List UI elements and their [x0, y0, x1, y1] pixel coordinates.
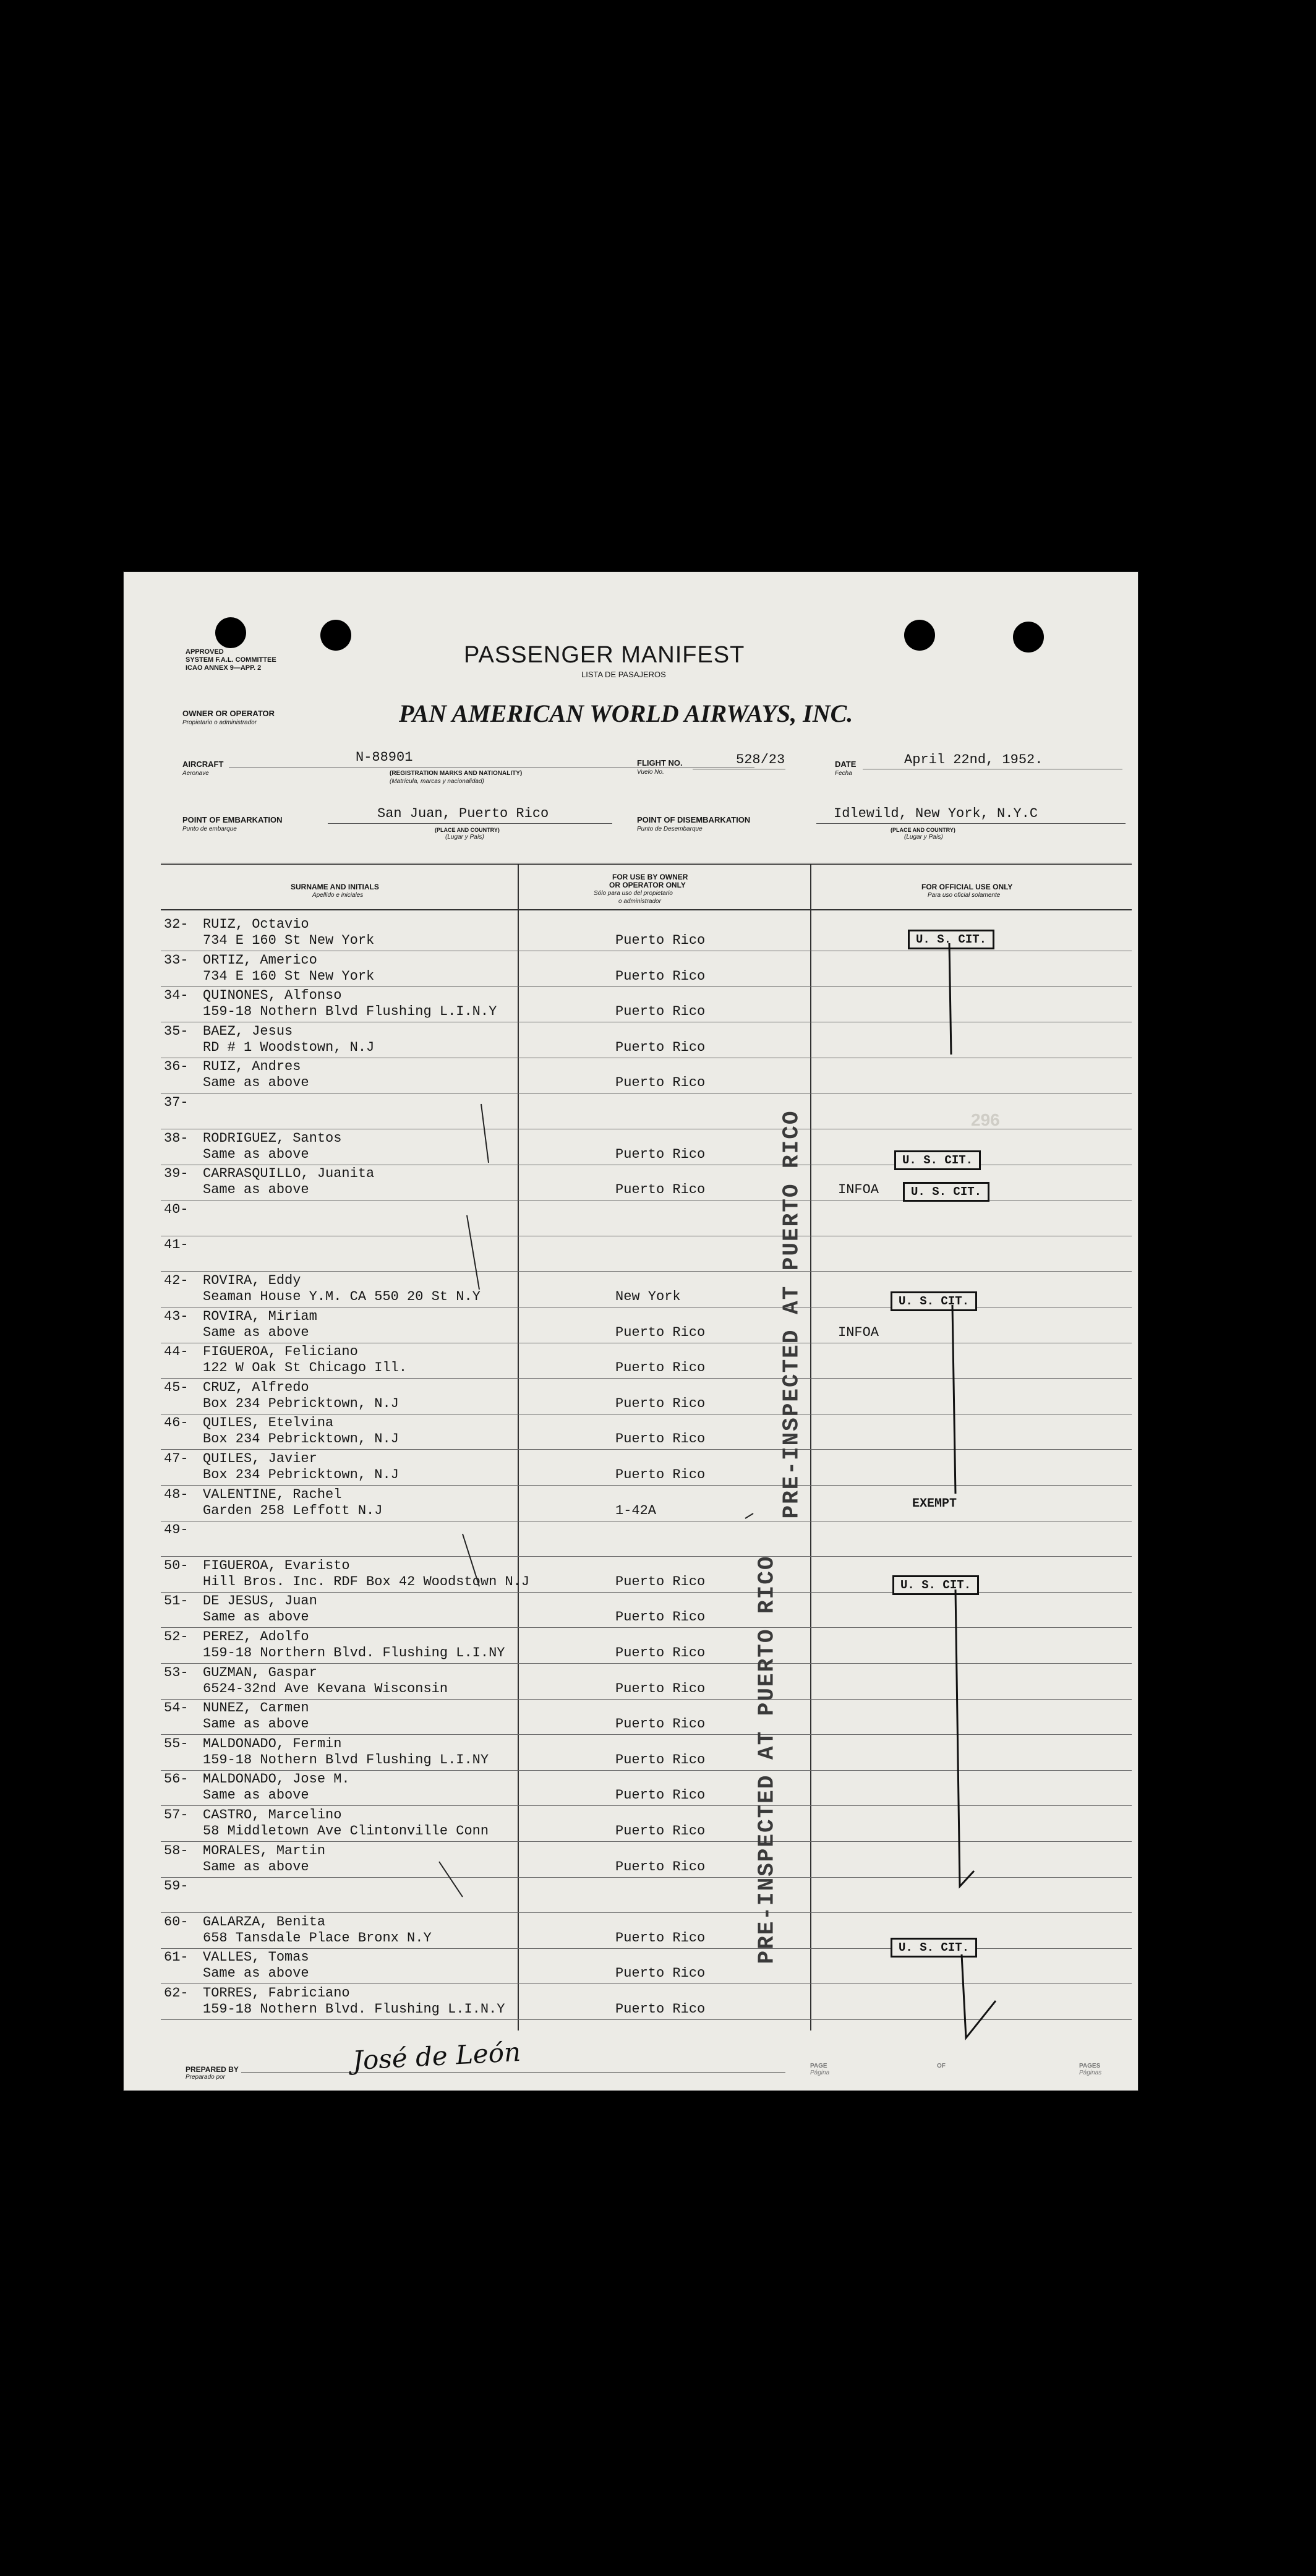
passenger-name: RODRIGUEZ, Santos: [203, 1131, 342, 1146]
row-number: 40-: [164, 1202, 189, 1217]
passenger-address: Box 234 Pebricktown, N.J: [203, 1431, 399, 1447]
disembark-label: POINT OF DISEMBARKATION: [637, 815, 751, 824]
faint-stamp-number: 296: [971, 1110, 1000, 1129]
pages-label-es: Páginas: [1079, 2069, 1102, 2076]
residence: Puerto Rico: [615, 1645, 706, 1661]
embark-label: POINT OF EMBARKATION: [182, 815, 283, 824]
residence: Puerto Rico: [615, 1823, 706, 1839]
residence: Puerto Rico: [615, 1752, 706, 1768]
passenger-name: MORALES, Martin: [203, 1843, 326, 1859]
passenger-name: BAEZ, Jesus: [203, 1024, 293, 1039]
passenger-name: QUILES, Javier: [203, 1451, 317, 1466]
aircraft-sub-es: (Matrícula, marcas y nacionalidad): [390, 778, 484, 785]
row-number: 60-: [164, 1914, 189, 1930]
row-number: 58-: [164, 1843, 189, 1859]
page-title-es: LISTA DE PASAJEROS: [581, 670, 666, 679]
row-number: 33-: [164, 952, 189, 968]
residence: Puerto Rico: [615, 1182, 706, 1197]
passenger-address: Same as above: [203, 1325, 309, 1340]
passenger-address: Garden 258 Leffott N.J: [203, 1503, 383, 1518]
owner-label-es: Propietario o administrador: [182, 719, 257, 726]
passenger-name: MALDONADO, Jose M.: [203, 1771, 350, 1787]
preinspected-stamp: PRE-INSPECTED AT PUERTO RICO: [754, 1555, 780, 1964]
passenger-name: CARRASQUILLO, Juanita: [203, 1166, 375, 1181]
row-number: 48-: [164, 1487, 189, 1502]
us-cit-stamp: U. S. CIT.: [892, 1575, 979, 1595]
residence: Puerto Rico: [615, 1930, 706, 1946]
passenger-address: Same as above: [203, 1787, 309, 1803]
exempt-stamp: EXEMPT: [912, 1497, 957, 1511]
row-number: 46-: [164, 1415, 189, 1431]
embark-place-sub: (PLACE AND COUNTRY): [435, 827, 500, 833]
us-cit-stamp: U. S. CIT.: [903, 1182, 989, 1202]
us-cit-stamp: U. S. CIT.: [894, 1150, 981, 1170]
passenger-address: 159-18 Nothern Blvd Flushing L.I.N.Y: [203, 1004, 497, 1019]
residence: Puerto Rico: [615, 1004, 706, 1019]
residence: Puerto Rico: [615, 1787, 706, 1803]
passenger-address: 159-18 Nothern Blvd Flushing L.I.NY: [203, 1752, 489, 1768]
row-number: 52-: [164, 1629, 189, 1645]
passenger-address: Box 234 Pebricktown, N.J: [203, 1467, 399, 1483]
passenger-name: VALLES, Tomas: [203, 1949, 309, 1965]
row-number: 56-: [164, 1771, 189, 1787]
passenger-name: DE JESUS, Juan: [203, 1593, 317, 1609]
residence: Puerto Rico: [615, 1075, 706, 1090]
passenger-address: Same as above: [203, 1182, 309, 1197]
embark-label-es: Punto de embarque: [182, 826, 237, 832]
residence: Puerto Rico: [615, 1716, 706, 1732]
passenger-address: Hill Bros. Inc. RDF Box 42 Woodstown N.J: [203, 1574, 530, 1590]
passenger-address: 159-18 Northern Blvd. Flushing L.I.NY: [203, 1645, 505, 1661]
col-header-official-use: FOR OFFICIAL USE ONLY: [921, 883, 1013, 891]
row-number: 36-: [164, 1059, 189, 1074]
aircraft-label-es: Aeronave: [182, 770, 209, 777]
residence: Puerto Rico: [615, 1966, 706, 1981]
disembark-place-sub: (PLACE AND COUNTRY): [891, 827, 955, 833]
flight-label: FLIGHT NO.: [637, 758, 683, 768]
residence: New York: [615, 1289, 681, 1304]
passenger-address: 6524-32nd Ave Kevana Wisconsin: [203, 1681, 448, 1697]
passenger-name: QUINONES, Alfonso: [203, 988, 342, 1003]
passenger-name: NUNEZ, Carmen: [203, 1700, 309, 1716]
passenger-name: MALDONADO, Fermin: [203, 1736, 342, 1752]
passenger-name: VALENTINE, Rachel: [203, 1487, 342, 1502]
of-label: OF: [937, 2063, 946, 2069]
passenger-name: CRUZ, Alfredo: [203, 1380, 309, 1395]
col-header-official-use-es: Para uso oficial solamente: [928, 892, 1001, 899]
us-cit-stamp: U. S. CIT.: [891, 1938, 977, 1958]
passenger-name: PEREZ, Adolfo: [203, 1629, 309, 1645]
pages-label: PAGES: [1079, 2063, 1101, 2069]
prepared-label: PREPARED BY: [186, 2065, 239, 2074]
passenger-name: GALARZA, Benita: [203, 1914, 326, 1930]
passenger-name: ROVIRA, Eddy: [203, 1273, 301, 1288]
disembark-label-es: Punto de Desembarque: [637, 826, 703, 832]
aircraft-sub: (REGISTRATION MARKS AND NATIONALITY): [390, 770, 523, 777]
residence: Puerto Rico: [615, 1681, 706, 1697]
passenger-address: 734 E 160 St New York: [203, 969, 375, 984]
col-header-owner-use: FOR USE BY OWNER: [612, 873, 688, 881]
page-title: PASSENGER MANIFEST: [464, 642, 745, 668]
approved-line: APPROVED: [186, 648, 224, 656]
residence: Puerto Rico: [615, 1360, 706, 1376]
owner-label: OWNER OR OPERATOR: [182, 709, 275, 718]
page-label-es: Página: [810, 2069, 830, 2076]
passenger-address: 159-18 Nothern Blvd. Flushing L.I.N.Y: [203, 2001, 505, 2017]
residence: Puerto Rico: [615, 1609, 706, 1625]
passenger-address: 58 Middletown Ave Clintonville Conn: [203, 1823, 489, 1839]
row-number: 42-: [164, 1273, 189, 1288]
row-number: 44-: [164, 1344, 189, 1359]
row-number: 37-: [164, 1095, 189, 1110]
passenger-address: Same as above: [203, 1147, 309, 1162]
row-number: 32-: [164, 917, 189, 932]
row-number: 57-: [164, 1807, 189, 1823]
col-header-owner-use-es: o administrador: [618, 898, 661, 905]
row-number: 49-: [164, 1522, 189, 1538]
row-number: 51-: [164, 1593, 189, 1609]
passenger-name: RUIZ, Andres: [203, 1059, 301, 1074]
residence: Puerto Rico: [615, 1040, 706, 1055]
us-cit-stamp: U. S. CIT.: [891, 1291, 977, 1311]
preinspected-stamp: PRE-INSPECTED AT PUERTO RICO: [779, 1110, 805, 1519]
approved-line: SYSTEM F.A.L. COMMITTEE: [186, 656, 276, 664]
official-note: INFOA: [838, 1182, 879, 1197]
col-header-owner-use: OR OPERATOR ONLY: [609, 881, 686, 889]
aircraft-value: N-88901: [356, 750, 413, 765]
residence: Puerto Rico: [615, 1431, 706, 1447]
passenger-address: Same as above: [203, 1609, 309, 1625]
residence: Puerto Rico: [615, 2001, 706, 2017]
ink-marks: [124, 572, 1138, 2090]
row-number: 50-: [164, 1558, 189, 1573]
passenger-name: FIGUEROA, Evaristo: [203, 1558, 350, 1573]
residence: Puerto Rico: [615, 1467, 706, 1483]
row-number: 43-: [164, 1309, 189, 1324]
passenger-address: RD # 1 Woodstown, N.J: [203, 1040, 375, 1055]
embark-place-sub-es: (Lugar y País): [445, 834, 484, 841]
row-number: 53-: [164, 1665, 189, 1680]
row-number: 35-: [164, 1024, 189, 1039]
passenger-address: 658 Tansdale Place Bronx N.Y: [203, 1930, 432, 1946]
residence: Puerto Rico: [615, 933, 706, 948]
prepared-label-es: Preparado por: [186, 2074, 225, 2081]
passenger-name: GUZMAN, Gaspar: [203, 1665, 317, 1680]
date-value: April 22nd, 1952.: [904, 752, 1043, 768]
flight-label-es: Vuelo No.: [637, 769, 664, 776]
row-number: 47-: [164, 1451, 189, 1466]
passenger-name: TORRES, Fabriciano: [203, 1985, 350, 2001]
date-label: DATE: [835, 760, 857, 769]
passenger-name: QUILES, Etelvina: [203, 1415, 334, 1431]
approved-line: ICAO ANNEX 9—APP. 2: [186, 664, 262, 672]
col-header-surname: SURNAME AND INITIALS: [291, 883, 379, 891]
passenger-name: ROVIRA, Miriam: [203, 1309, 317, 1324]
official-note: INFOA: [838, 1325, 879, 1340]
signature: José de León: [351, 2036, 522, 2076]
row-number: 62-: [164, 1985, 189, 2001]
passenger-name: FIGUEROA, Feliciano: [203, 1344, 358, 1359]
row-number: 34-: [164, 988, 189, 1003]
embark-value: San Juan, Puerto Rico: [377, 806, 549, 821]
passenger-address: Seaman House Y.M. CA 550 20 St N.Y: [203, 1289, 481, 1304]
residence: Puerto Rico: [615, 1574, 706, 1590]
row-number: 54-: [164, 1700, 189, 1716]
residence: Puerto Rico: [615, 1325, 706, 1340]
passenger-address: Same as above: [203, 1075, 309, 1090]
disembark-value: Idlewild, New York, N.Y.C: [834, 806, 1038, 821]
residence: Puerto Rico: [615, 1147, 706, 1162]
us-cit-stamp: U. S. CIT.: [908, 930, 994, 949]
row-number: 45-: [164, 1380, 189, 1395]
disembark-place-sub-es: (Lugar y País): [904, 834, 943, 841]
residence: Puerto Rico: [615, 1396, 706, 1411]
aircraft-label: AIRCRAFT: [182, 760, 224, 769]
passenger-address: Box 234 Pebricktown, N.J: [203, 1396, 399, 1411]
row-number: 55-: [164, 1736, 189, 1752]
passenger-address: 734 E 160 St New York: [203, 933, 375, 948]
row-number: 41-: [164, 1237, 189, 1252]
page-label: PAGE: [810, 2063, 827, 2069]
col-header-owner-use-es: Sólo para uso del propietario: [594, 890, 673, 897]
row-number: 39-: [164, 1166, 189, 1181]
row-number: 38-: [164, 1131, 189, 1146]
residence: 1-42A: [615, 1503, 657, 1518]
passenger-address: Same as above: [203, 1716, 309, 1732]
passenger-address: 122 W Oak St Chicago Ill.: [203, 1360, 408, 1376]
passenger-address: Same as above: [203, 1859, 309, 1875]
passenger-name: RUIZ, Octavio: [203, 917, 309, 932]
col-header-surname-es: Apellido e iniciales: [312, 892, 364, 899]
passenger-name: ORTIZ, Americo: [203, 952, 317, 968]
residence: Puerto Rico: [615, 1859, 706, 1875]
flight-value: 528/23: [736, 752, 785, 768]
passenger-name: CASTRO, Marcelino: [203, 1807, 342, 1823]
manifest-sheet: [124, 572, 1138, 2090]
residence: Puerto Rico: [615, 969, 706, 984]
passenger-address: Same as above: [203, 1966, 309, 1981]
row-number: 61-: [164, 1949, 189, 1965]
date-label-es: Fecha: [835, 770, 852, 777]
operator-name: PAN AMERICAN WORLD AIRWAYS, INC.: [399, 700, 853, 727]
row-number: 59-: [164, 1878, 189, 1894]
